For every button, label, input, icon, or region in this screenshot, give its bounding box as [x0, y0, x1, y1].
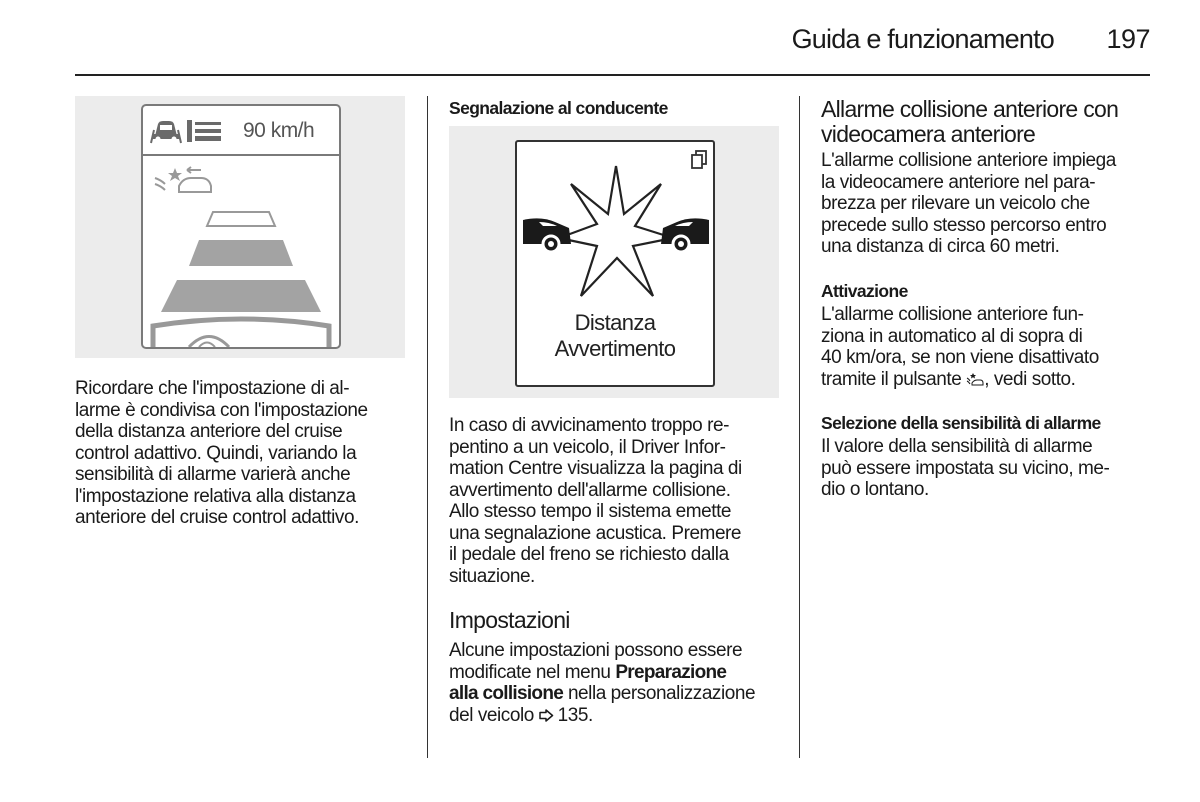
sensitivity-heading: Selezione della sensibilità di allarme: [821, 413, 1101, 433]
text-line: Ricordare che l'impostazione di al-: [75, 378, 350, 399]
column-divider: [799, 96, 800, 758]
distance-setting-figure: [75, 96, 405, 358]
text-line: [449, 662, 755, 684]
left-car-icon: [521, 210, 573, 254]
text-line: control adattivo. Quindi, variando la: [75, 442, 357, 464]
text-fragment: nella personalizzazione: [563, 683, 756, 704]
right-car-icon: [659, 210, 711, 254]
col1-paragraph: [75, 378, 368, 529]
header-rule: [75, 74, 1150, 76]
lane-car-icon: [149, 116, 183, 144]
text-line: larme è condivisa con l'impostazione: [75, 399, 368, 421]
menu-name-bold: alla collisione: [449, 683, 564, 704]
warning-text-line1: Distanza: [574, 310, 656, 335]
text-line: una segnalazione acustica. Premere: [449, 522, 742, 544]
text-line: [821, 369, 1099, 391]
text-line: l'impostazione relativa alla distanza: [75, 485, 356, 507]
text-line: avvertimento dell'allarme collisione.: [449, 479, 731, 501]
text-line: ziona in automatico al di sopra di: [821, 325, 1083, 347]
distance-bars-icon: [187, 120, 221, 142]
collision-warning-figure: [449, 126, 779, 398]
speed-readout: 90 km/h: [243, 119, 315, 142]
warning-text-line2: Avvertimento: [554, 336, 676, 361]
text-line: una distanza di circa 60 metri.: [821, 236, 1060, 257]
text-fragment: del veicolo: [449, 704, 539, 726]
column-divider: [427, 96, 428, 758]
text-line: mation Centre visualizza la pagina di: [449, 458, 742, 479]
collision-alert-button-icon: [966, 372, 984, 386]
activation-paragraph: [821, 304, 1099, 390]
page-reference-arrow-icon: [539, 709, 554, 722]
text-line: può essere impostata su vicino, me-: [821, 457, 1110, 479]
text-line: In caso di avvicinamento troppo re-: [449, 415, 729, 436]
col2-paragraph: [449, 415, 742, 587]
page-reference[interactable]: 135.: [557, 704, 593, 726]
text-line: la videocamere anteriore nel para-: [821, 171, 1096, 193]
text-line: della distanza anteriore del cruise: [75, 421, 343, 442]
sensitivity-paragraph: [821, 436, 1109, 501]
text-line: sensibilità di allarme varierà anche: [75, 464, 351, 485]
text-line: L'allarme collisione anteriore impiega: [821, 150, 1116, 171]
heading-line: videocamera anteriore: [821, 121, 1036, 147]
page-icon: [691, 150, 707, 170]
text-line: L'allarme collisione anteriore fun-: [821, 304, 1084, 325]
activation-heading: Attivazione: [821, 281, 908, 301]
text-line: brezza per rilevare un veicolo che: [821, 193, 1090, 214]
perspective-distance-bars-icon: [143, 202, 339, 347]
text-line: precede sullo stesso percorso entro: [821, 214, 1107, 236]
dic-screen: [141, 104, 341, 349]
text-line: [449, 683, 755, 705]
collision-alert-car-icon: [153, 164, 215, 196]
text-line: dio o lontano.: [821, 479, 929, 500]
fcw-heading: [821, 97, 1118, 147]
running-header-title: Guida e funzionamento: [791, 24, 1054, 54]
menu-name-bold: Preparazione: [615, 661, 727, 683]
screen-status-bar: [143, 106, 339, 156]
collision-star-icon: [557, 162, 675, 302]
text-line: Allo stesso tempo il sistema emette: [449, 501, 732, 522]
text-fragment: , vedi sotto.: [984, 368, 1076, 390]
page-number: 197: [1106, 24, 1150, 54]
settings-heading: Impostazioni: [449, 607, 570, 633]
text-line: situazione.: [449, 565, 535, 587]
text-line: Alcune impostazioni possono essere: [449, 640, 743, 661]
driver-warning-heading: Segnalazione al conducente: [449, 98, 668, 118]
warning-display: [515, 140, 715, 387]
fcw-intro-paragraph: [821, 150, 1116, 258]
heading-line: Allarme collisione anteriore con: [821, 96, 1119, 122]
text-line: Il valore della sensibilità di allarme: [821, 436, 1093, 457]
text-line: pentino a un veicolo, il Driver Infor-: [449, 436, 726, 458]
text-line: [449, 705, 755, 727]
settings-paragraph: [449, 640, 755, 726]
text-line: 40 km/ora, se non viene disattivato: [821, 347, 1099, 368]
text-line: il pedale del freno se richiesto dalla: [449, 544, 729, 565]
text-fragment: modificate nel menu: [449, 661, 616, 683]
text-line: anteriore del cruise control adattivo.: [75, 507, 359, 528]
text-fragment: tramite il pulsante: [821, 368, 967, 390]
